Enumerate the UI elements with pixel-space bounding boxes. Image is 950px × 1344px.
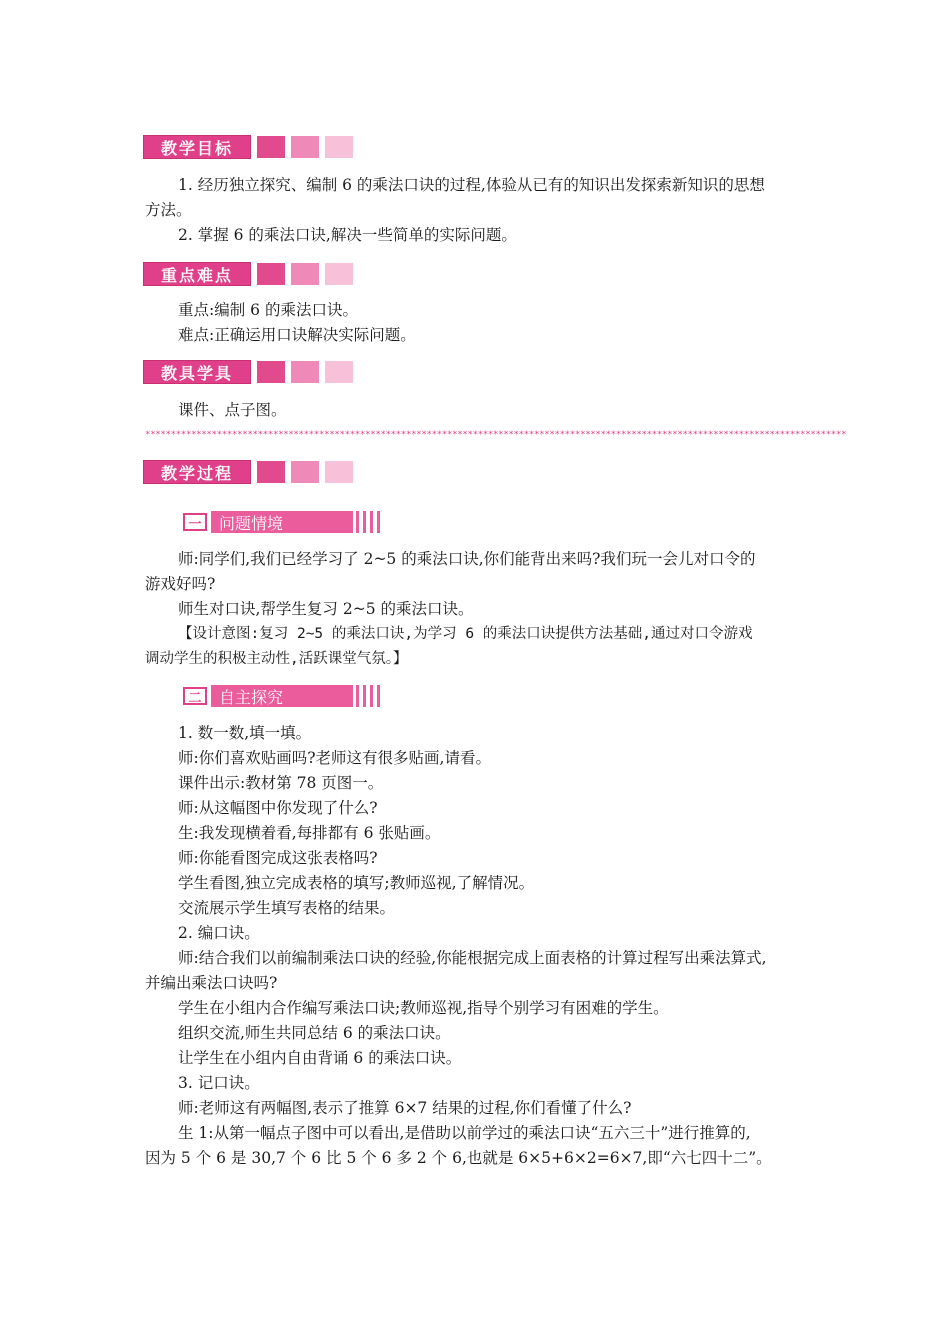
part1-line-3: 师生对口诀,帮学生复习 2~5 的乘法口诀。 (178, 600, 474, 618)
objective-item-1-line-1: 1. 经历独立探究、编制 6 的乘法口诀的过程,体验从已有的知识出发探索新知识的思想 (178, 176, 765, 194)
decor-tile (291, 263, 319, 285)
decor-stripes (356, 685, 384, 707)
part2-line: 并编出乘法口诀吗? (145, 974, 278, 992)
part2-line: 生:我发现横着看,每排都有 6 张贴画。 (178, 824, 441, 842)
tools-text: 课件、点子图。 (178, 401, 287, 419)
part1-line-1: 师:同学们,我们已经学习了 2~5 的乘法口诀,你们能背出来吗?我们玩一会儿对口令的 (178, 550, 756, 568)
part2-line: 3. 记口诀。 (178, 1074, 260, 1092)
objective-item-2: 2. 掌握 6 的乘法口诀,解决一些简单的实际问题。 (178, 226, 517, 244)
decor-tile (325, 263, 353, 285)
part2-line: 学生看图,独立完成表格的填写;教师巡视,了解情况。 (178, 874, 535, 892)
part2-line: 师:结合我们以前编制乘法口诀的经验,你能根据完成上面表格的计算过程写出乘法算式, (178, 949, 767, 967)
section-title-objectives: 教学目标 (143, 135, 251, 159)
part2-line: 2. 编口诀。 (178, 924, 260, 942)
difficult-point: 难点:正确运用口诀解决实际问题。 (178, 326, 416, 344)
subsection-title-2: 自主探究 (211, 685, 353, 707)
subsection-header-2 (183, 685, 384, 707)
part2-line: 师:你能看图完成这张表格吗? (178, 849, 378, 867)
decor-tile (291, 361, 319, 383)
subsection-number-1: 一 (183, 513, 207, 531)
design-note-line-1: 【设计意图:复习 2~5 的乘法口诀,为学习 6 的乘法口诀提供方法基础,通过对口令游戏 (178, 626, 753, 642)
decor-tile (257, 263, 285, 285)
part2-line: 生 1:从第一幅点子图中可以看出,是借助以前学过的乘法口诀“五六三十”进行推算的, (178, 1124, 751, 1142)
part2-line: 交流展示学生填写表格的结果。 (178, 899, 396, 917)
section-header-objectives (143, 135, 353, 159)
section-title-keypoints: 重点难点 (143, 262, 251, 286)
decor-tile (325, 461, 353, 483)
part2-line: 让学生在小组内自由背诵 6 的乘法口诀。 (178, 1049, 462, 1067)
part2-line: 因为 5 个 6 是 30,7 个 6 比 5 个 6 多 2 个 6,也就是 6×5+6×2=6×7,即“六七四十二”。 (145, 1149, 772, 1167)
section-header-tools (143, 360, 353, 384)
part2-line: 1. 数一数,填一填。 (178, 724, 312, 742)
part2-line: 师:老师这有两幅图,表示了推算 6×7 结果的过程,你们看懂了什么? (178, 1099, 632, 1117)
part2-line: 师:从这幅图中你发现了什么? (178, 799, 378, 817)
subsection-number-2: 二 (183, 687, 207, 705)
decor-stripes (356, 511, 384, 533)
section-header-process (143, 460, 353, 484)
key-point: 重点:编制 6 的乘法口诀。 (178, 301, 358, 319)
part2-line: 组织交流,师生共同总结 6 的乘法口诀。 (178, 1024, 451, 1042)
section-title-tools: 教具学具 (143, 360, 251, 384)
section-title-process: 教学过程 (143, 460, 251, 484)
decor-tile (257, 461, 285, 483)
decor-tile (291, 461, 319, 483)
decor-tile (257, 136, 285, 158)
subsection-header-1 (183, 511, 384, 533)
objective-item-1-line-2: 方法。 (145, 201, 192, 219)
part2-line: 课件出示:教材第 78 页图一。 (178, 774, 384, 792)
section-header-keypoints (143, 262, 353, 286)
decor-tile (325, 136, 353, 158)
subsection-title-1: 问题情境 (211, 511, 353, 533)
part1-line-2: 游戏好吗? (145, 575, 216, 593)
decor-tile (325, 361, 353, 383)
decor-tile (257, 361, 285, 383)
star-divider: ***************************************************************************************************************************************** (145, 430, 847, 440)
decor-tile (291, 136, 319, 158)
part2-line: 师:你们喜欢贴画吗?老师这有很多贴画,请看。 (178, 749, 491, 767)
design-note-line-2: 调动学生的积极主动性,活跃课堂气氛。】 (145, 651, 408, 667)
part2-line: 学生在小组内合作编写乘法口诀;教师巡视,指导个别学习有困难的学生。 (178, 999, 669, 1017)
